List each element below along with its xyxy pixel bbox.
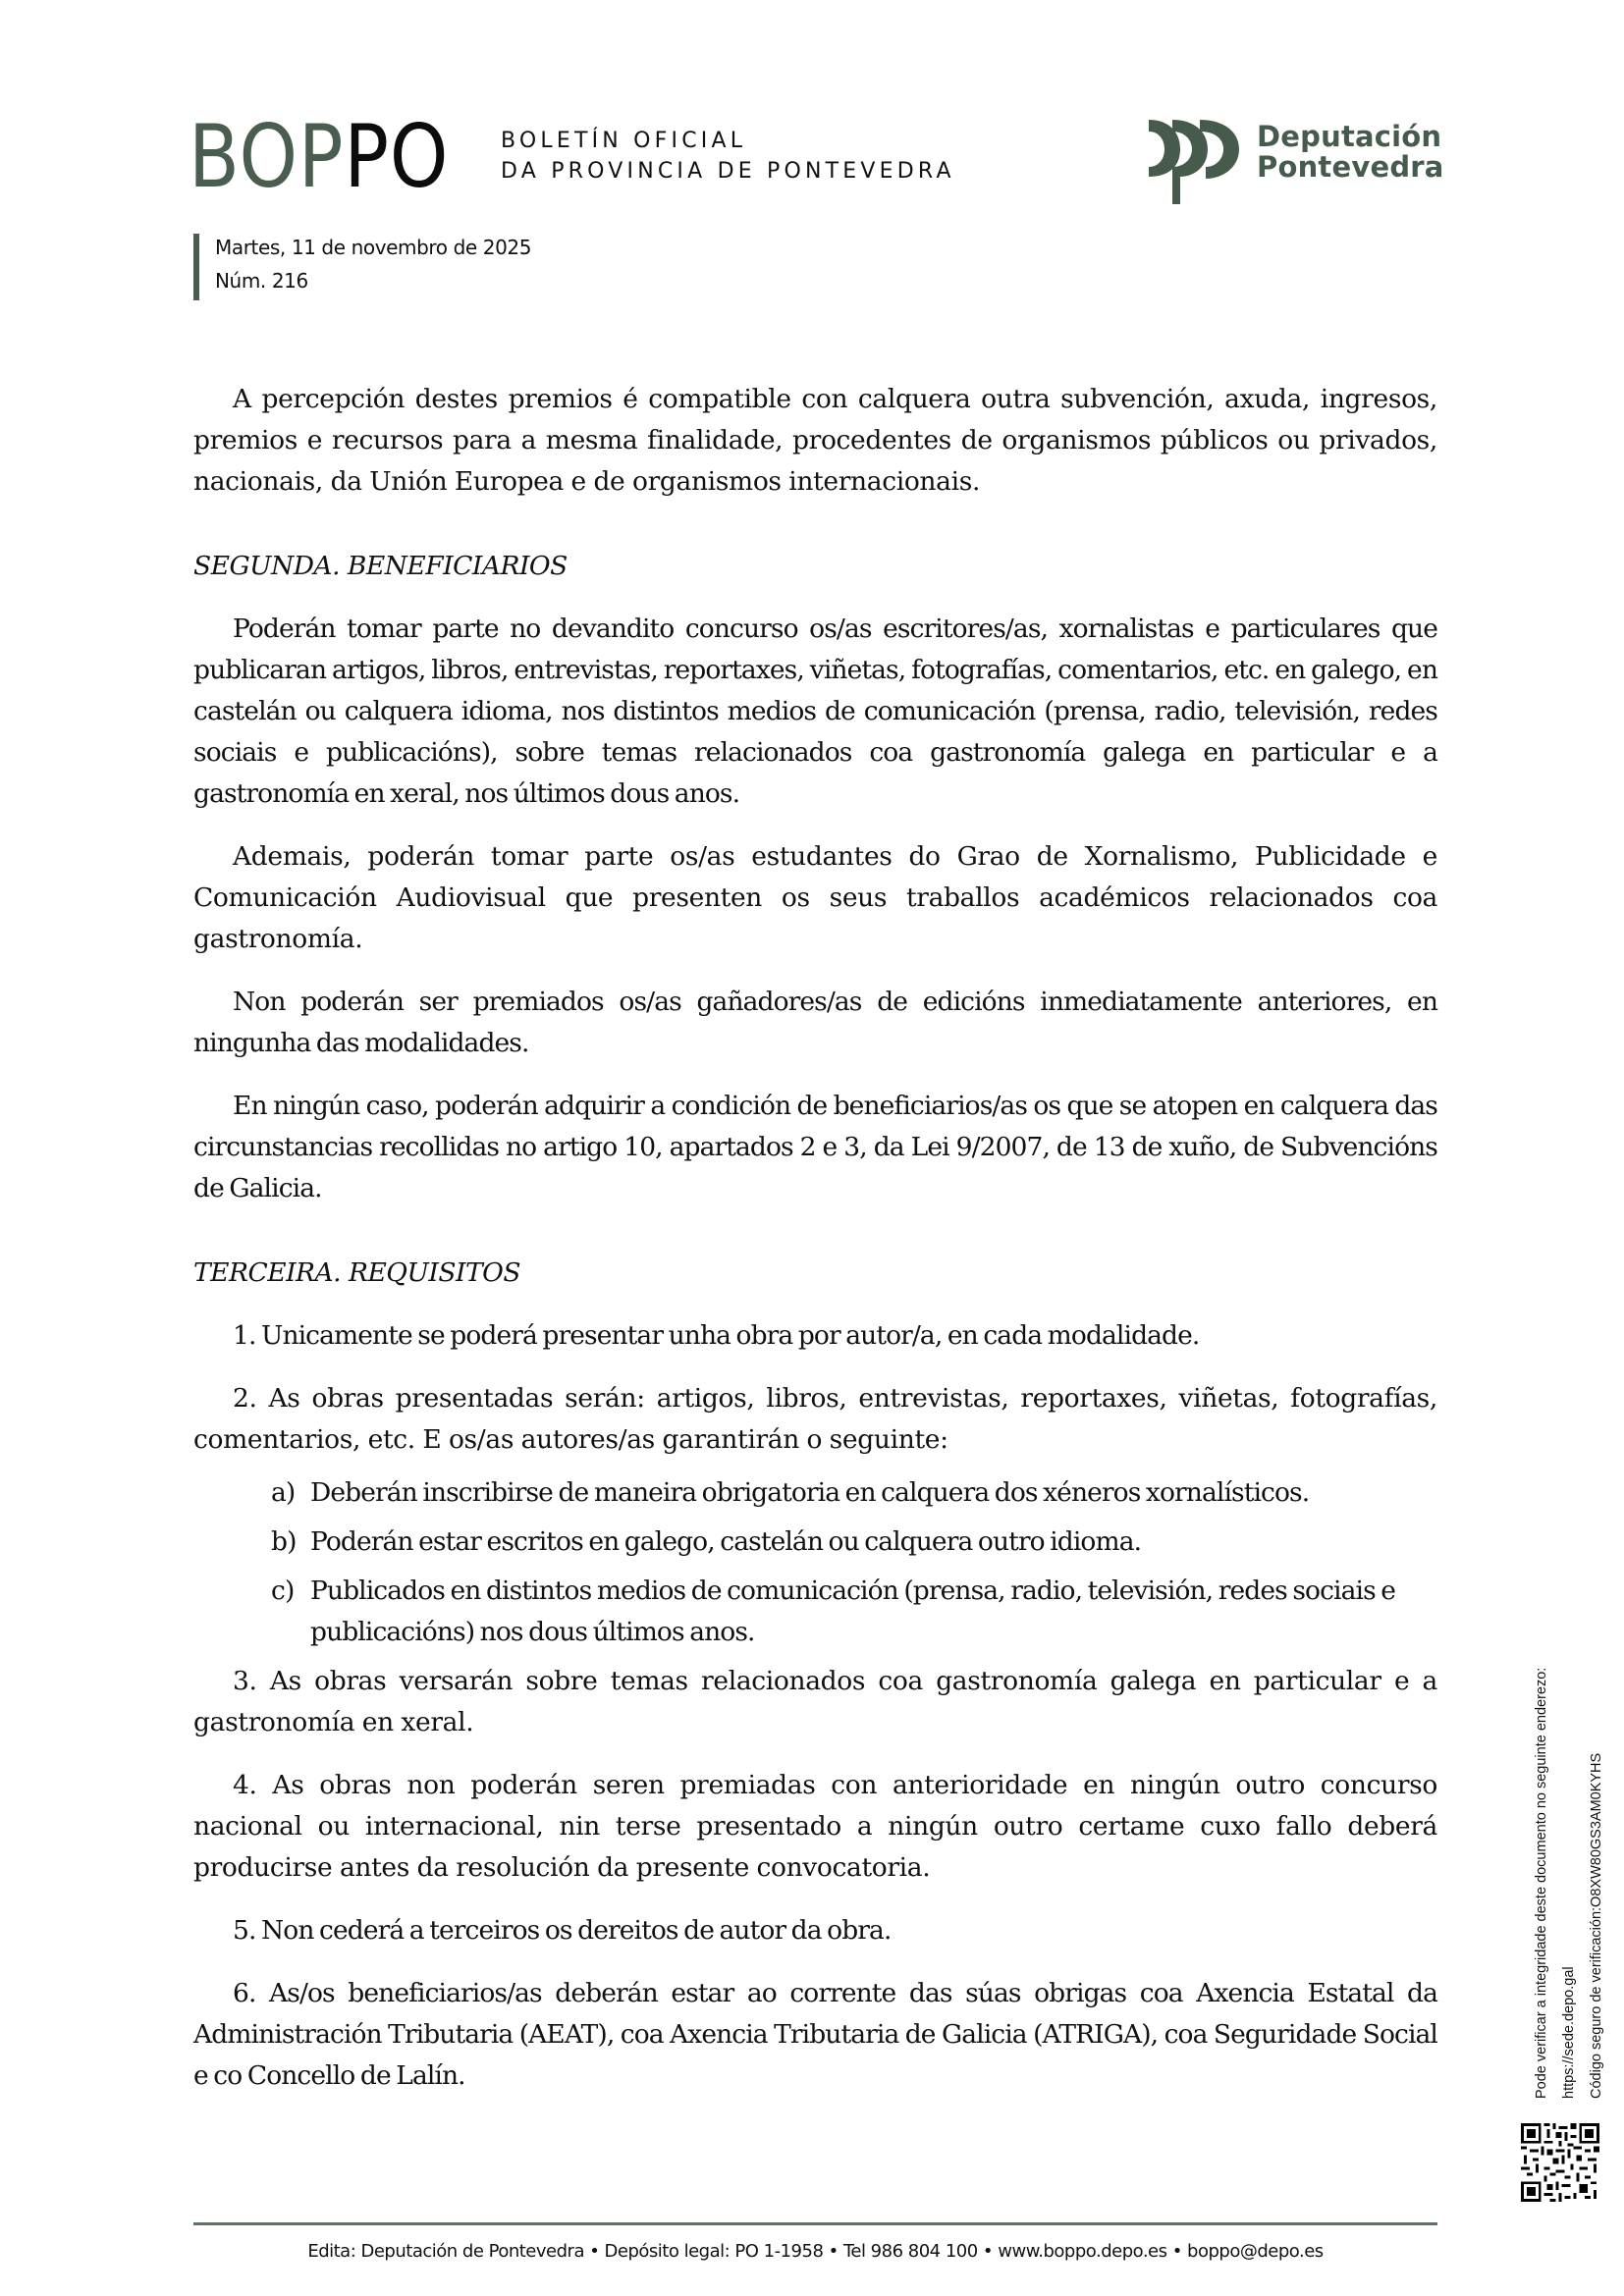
sublist-marker: b): [271, 1526, 297, 1557]
verification-line1: Pode verificar a integridade deste documento no seguinte enderezo:: [1534, 1667, 1549, 2099]
deputacion-logo-line2: Pontevedra: [1257, 150, 1444, 184]
verification-note: [1528, 1668, 1610, 2099]
requirement-item: 1. Unicamente se poderá presentar unha obra por autor/a, en cada modalidade.: [233, 1320, 1200, 1351]
sublist-text: Publicados en distintos medios de comunicación (prensa, radio, televisión, redes sociais e publicacións) nos dous últimos anos.: [310, 1575, 1396, 1647]
requirement-item: 5. Non cederá a terceiros os dereitos de autor da obra.: [233, 1915, 892, 1946]
paragraph: Poderán tomar parte no devandito concurso os/as escritores/as, xornalistas e particulares que publicaran artigos, libros, entrevistas, reportaxes, viñetas, fotografías, comentarios, etc. en galego, en castelán ou calquera idioma, nos distintos medios de comunicación (prensa, radio, televisión, redes sociais e publicacións), sobre temas relacionados coa gastronomía galega en particular e a gastronomía en xeral, nos últimos dous anos.: [193, 614, 1437, 809]
sublist-text: Poderán estar escritos en galego, castelán ou calquera outro idioma.: [310, 1526, 1142, 1557]
sublist-item: [193, 1571, 1437, 1653]
bulletin-title-line2: DA PROVINCIA DE PONTEVEDRA: [501, 159, 955, 184]
sublist-marker: c): [271, 1575, 295, 1606]
footer-text: Edita: Deputación de Pontevedra • Depósito legal: PO 1-1958 • Tel 986 804 100 • www.boppo.depo.es • boppo@depo.es: [307, 2241, 1324, 2262]
boppo-logo-secondary: PO: [344, 106, 450, 207]
boppo-logo-primary: BOP: [189, 106, 345, 207]
sublist-marker: a): [271, 1477, 296, 1508]
bulletin-title: [501, 126, 955, 187]
sublist-item: [193, 1472, 1437, 1514]
requirement-item: 6. As/os beneficiarios/as deberán estar ao corrente das súas obrigas coa Axencia Estatal da Administración Tributaria (AEAT), coa Axencia Tributaria de Galicia (ATRIGA), coa Seguridade Social e co Concello de Lalín.: [193, 1978, 1437, 2091]
document-body: [193, 379, 1437, 2118]
paragraph: Non poderán ser premiados os/as gañadores/as de edicións inmediatamente anteriores, en ningunha das modalidades.: [193, 987, 1437, 1058]
deputacion-logo: [1147, 116, 1444, 206]
deputacion-logo-line1: Deputación: [1257, 120, 1442, 153]
verification-code: Código seguro de verificación:O8XW80GS3AM0KYHS: [1589, 1752, 1604, 2099]
paragraph: En ningún caso, poderán adquirir a condición de beneficiarios/as os que se atopen en calquera das circunstancias recollidas no artigo 10, apartados 2 e 3, da Lei 9/2007, de 13 de xuño, de Subvencións de Galicia.: [193, 1091, 1437, 1203]
requirement-item: 2. As obras presentadas serán: artigos, libros, entrevistas, reportaxes, viñetas, fotografías, comentarios, etc. E os/as autores/as garantirán o seguinte:: [193, 1383, 1437, 1455]
issue-number: Núm. 216: [215, 269, 308, 293]
footer-divider: [193, 2222, 1437, 2225]
sublist-text: Deberán inscribirse de maneira obrigatoria en calquera dos xéneros xornalísticos.: [310, 1477, 1310, 1508]
deputacion-logo-icon: [1147, 116, 1241, 206]
section-heading-requisitos: TERCEIRA. REQUISITOS: [193, 1257, 520, 1288]
boppo-logo: [189, 106, 450, 207]
issue-info: [193, 234, 531, 300]
section-heading-beneficiarios: SEGUNDA. BENEFICIARIOS: [193, 551, 568, 581]
verification-url[interactable]: https://sede.depo.gal: [1561, 1966, 1577, 2099]
paragraph: Ademais, poderán tomar parte os/as estudantes do Grao de Xornalismo, Publicidade e Comunicación Audiovisual que presenten os seus traballos académicos relacionados coa gastronomía.: [193, 841, 1437, 954]
requirement-item: 4. As obras non poderán seren premiadas con anterioridade en ningún outro concurso nacional ou internacional, nin terse presentado a ningún outro certame cuxo fallo deberá producirse antes da resolución da presente convocatoria.: [193, 1770, 1437, 1883]
deputacion-logo-text: [1257, 122, 1444, 183]
requirement-sublist: [193, 1472, 1437, 1653]
issue-date: Martes, 11 de novembro de 2025: [215, 236, 532, 259]
intro-paragraph: A percepción destes premios é compatible con calquera outra subvención, axuda, ingresos, premios e recursos para a mesma finalidade, procedentes de organismos públicos ou privados, nacionais, da Unión Europea e de organismos internacionais.: [193, 384, 1437, 497]
bulletin-title-line1: BOLETÍN OFICIAL: [501, 129, 747, 153]
sublist-item: [193, 1522, 1437, 1563]
qr-code-icon: [1518, 2110, 1602, 2215]
requirement-item: 3. As obras versarán sobre temas relacionados coa gastronomía galega en particular e a gastronomía en xeral.: [193, 1666, 1437, 1737]
